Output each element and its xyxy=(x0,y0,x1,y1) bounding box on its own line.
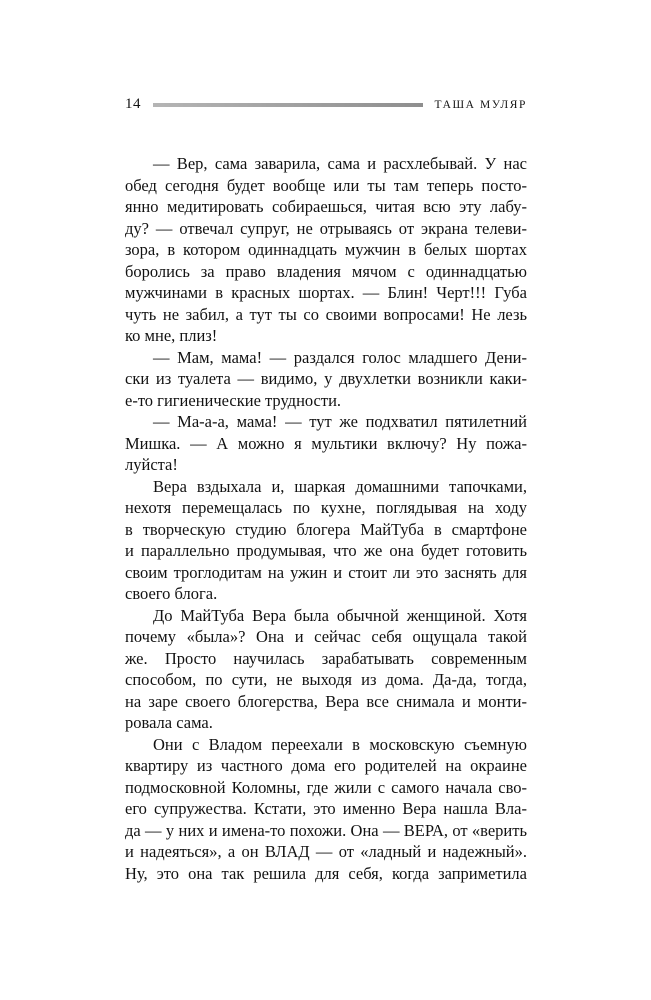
text-line: своего блога. xyxy=(125,584,218,603)
text-line: ко мне, плиз! xyxy=(125,326,218,345)
text-line: Мишка. — А можно я мультики включу? Ну пожа- xyxy=(125,433,527,453)
text-line: и параллельно продумывая, что же она будет готовить xyxy=(125,541,527,560)
paragraph xyxy=(125,734,527,885)
text-line: в творческую студию блогера МайТуба в смартфоне xyxy=(125,519,527,539)
text-line: подмосковной Коломны, где жили с самого начала сво- xyxy=(125,777,527,797)
text-line: своим троглодитам на ужин и стоит ли это заснять для xyxy=(125,562,527,582)
text-line: его супружества. Кстати, это именно Вера нашла Вла- xyxy=(125,799,527,818)
text-line: квартиру из частного дома его родителей на окраине xyxy=(125,756,527,775)
text-line: почему «была»? Она и сейчас себя ощущала такой xyxy=(125,627,527,646)
text-line: чуть не забил, а тут ты со своими вопросами! Не лезь xyxy=(125,304,527,324)
text-line: мужчинами в красных шортах. — Блин! Черт!!! Губа xyxy=(125,283,527,302)
text-line: Ну, это она так решила для себя, когда заприметила xyxy=(125,863,527,883)
text-line: способом, по сути, не выходя из дома. Да-да, тогда, xyxy=(125,670,527,689)
text-line: Вера вздыхала и, шаркая домашними тапочками, xyxy=(153,476,527,496)
header-rule xyxy=(153,103,423,107)
running-head-author: ТАША МУЛЯР xyxy=(434,98,527,111)
paragraph xyxy=(125,153,527,347)
text-line: ровала сама. xyxy=(125,713,213,732)
paragraph xyxy=(125,605,527,734)
paragraph xyxy=(125,476,527,605)
page-header xyxy=(125,97,527,112)
text-line: До МайТуба Вера была обычной женщиной. Хотя xyxy=(153,605,527,625)
paragraph xyxy=(125,347,527,412)
text-line: обед сегодня будет вообще или ты там теперь посто- xyxy=(125,175,527,195)
text-line: ду? — отвечал супруг, не отрываясь от экрана телеви- xyxy=(125,218,527,238)
text-line: же. Просто научилась зарабатывать современным xyxy=(125,648,527,668)
text-line: — Вер, сама заварила, сама и расхлебывай. У нас xyxy=(153,154,527,173)
text-line: е-то гигиенические трудности. xyxy=(125,390,342,410)
text-line: да — у них и имена-то похожи. Она — ВЕРА, от «верить xyxy=(125,820,527,840)
text-line: луйста! xyxy=(125,455,178,474)
text-line: — Мам, мама! — раздался голос младшего Дени- xyxy=(153,347,527,367)
text-line: янно медитировать собираешься, читая всю эту лабу- xyxy=(125,197,527,216)
page-number: 14 xyxy=(125,96,141,112)
text-line: нехотя перемещалась по кухне, поглядывая на ходу xyxy=(125,498,527,517)
paragraph xyxy=(125,411,527,476)
text-line: Они с Владом переехали в московскую съемную xyxy=(153,734,527,754)
text-line: — Ма-а-а, мама! — тут же подхватил пятилетний xyxy=(153,412,527,431)
text-line: на заре своего блогерства, Вера все снимала и монти- xyxy=(125,691,527,711)
body-text xyxy=(125,153,527,884)
text-line: и надеяться», а он ВЛАД — от «ладный и надежный». xyxy=(125,842,527,861)
text-line: боролись за право владения мячом с одиннадцатью xyxy=(125,261,527,281)
text-line: ски из туалета — видимо, у двухлетки возникли каки- xyxy=(125,369,527,388)
text-line: зора, в котором одиннадцать мужчин в белых шортах xyxy=(125,240,527,259)
